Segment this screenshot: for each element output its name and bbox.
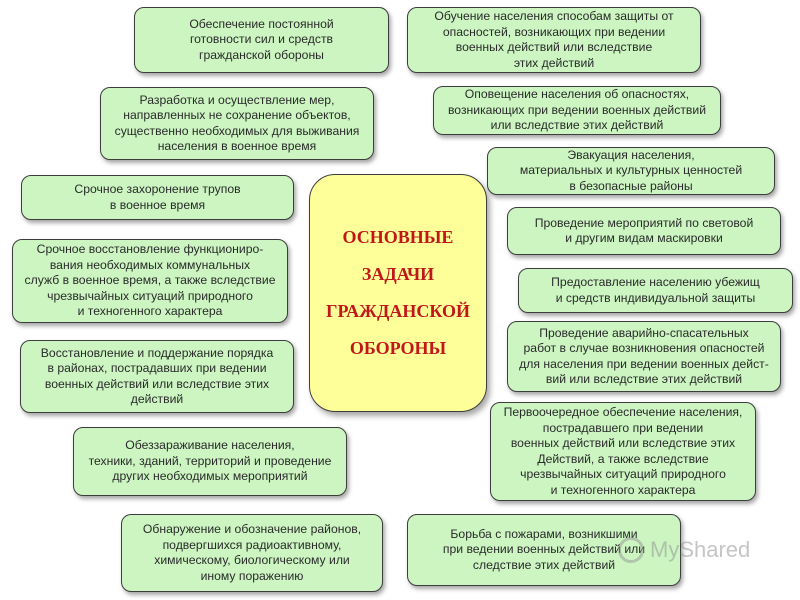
task-burial-box: Срочное захоронение трупов в военное время <box>21 175 294 220</box>
watermark-text: MyShared <box>650 537 751 562</box>
task-rescue-box: Проведение аварийно-спасательных работ в случае возникновения опасностей для населения при ведении военных дейст- вий или вследствие этих действий <box>507 321 781 392</box>
task-evacuation-box: Эвакуация населения, материальных и культурных ценностей в безопасные районы <box>487 147 775 195</box>
task-shelter-box: Предоставление населению убежищ и средств индивидуальной защиты <box>518 268 793 313</box>
task-camouflage-box: Проведение мероприятий по световой и другим видам маскировки <box>507 207 781 255</box>
task-decontamination-box: Обеззараживание населения, техники, зданий, территорий и проведение других необходимых мероприятий <box>73 427 347 496</box>
task-utilities-box: Срочное восстановление функциониро- вания необходимых коммунальных служб в военное время, а также вследствие чрезвычайных ситуаций природного и техногенного характера <box>12 239 288 323</box>
task-supply-box: Первоочередное обеспечение населения, пострадавшего при ведении военных действий или вследствие этих Действий, а также вследствие чрезвычайных ситуаций природного и техногенного характера <box>490 402 756 501</box>
center-title-box: ОСНОВНЫЕ ЗАДАЧИ ГРАЖДАНСКОЙ ОБОРОНЫ <box>309 174 487 412</box>
task-firefighting-box: Борьба с пожарами, возникшими при ведении военных действий или следствие этих действий <box>407 514 681 586</box>
task-training-box: Обучение населения способам защиты от опасностей, возникающих при ведении военных действий или вследствие этих действий <box>407 7 701 73</box>
task-preservation-box: Разработка и осуществление мер, направленных не сохранение объектов, существенно необходимых для выживания населения в военное время <box>100 87 374 160</box>
watermark-logo-icon <box>618 537 644 563</box>
task-order-box: Восстановление и поддержание порядка в районах, пострадавших при ведении военных действий или вследствие этих действий <box>20 340 294 413</box>
task-detection-box: Обнаружение и обозначение районов, подвергшихся радиоактивному, химическому, биологическому или иному поражению <box>121 514 383 592</box>
watermark <box>618 537 750 563</box>
task-readiness-box: Обеспечение постоянной готовности сил и средств гражданской обороны <box>134 7 389 73</box>
task-warning-box: Оповещение населения об опасностях, возникающих при ведении военных действий или вследствие этих действий <box>433 86 721 135</box>
